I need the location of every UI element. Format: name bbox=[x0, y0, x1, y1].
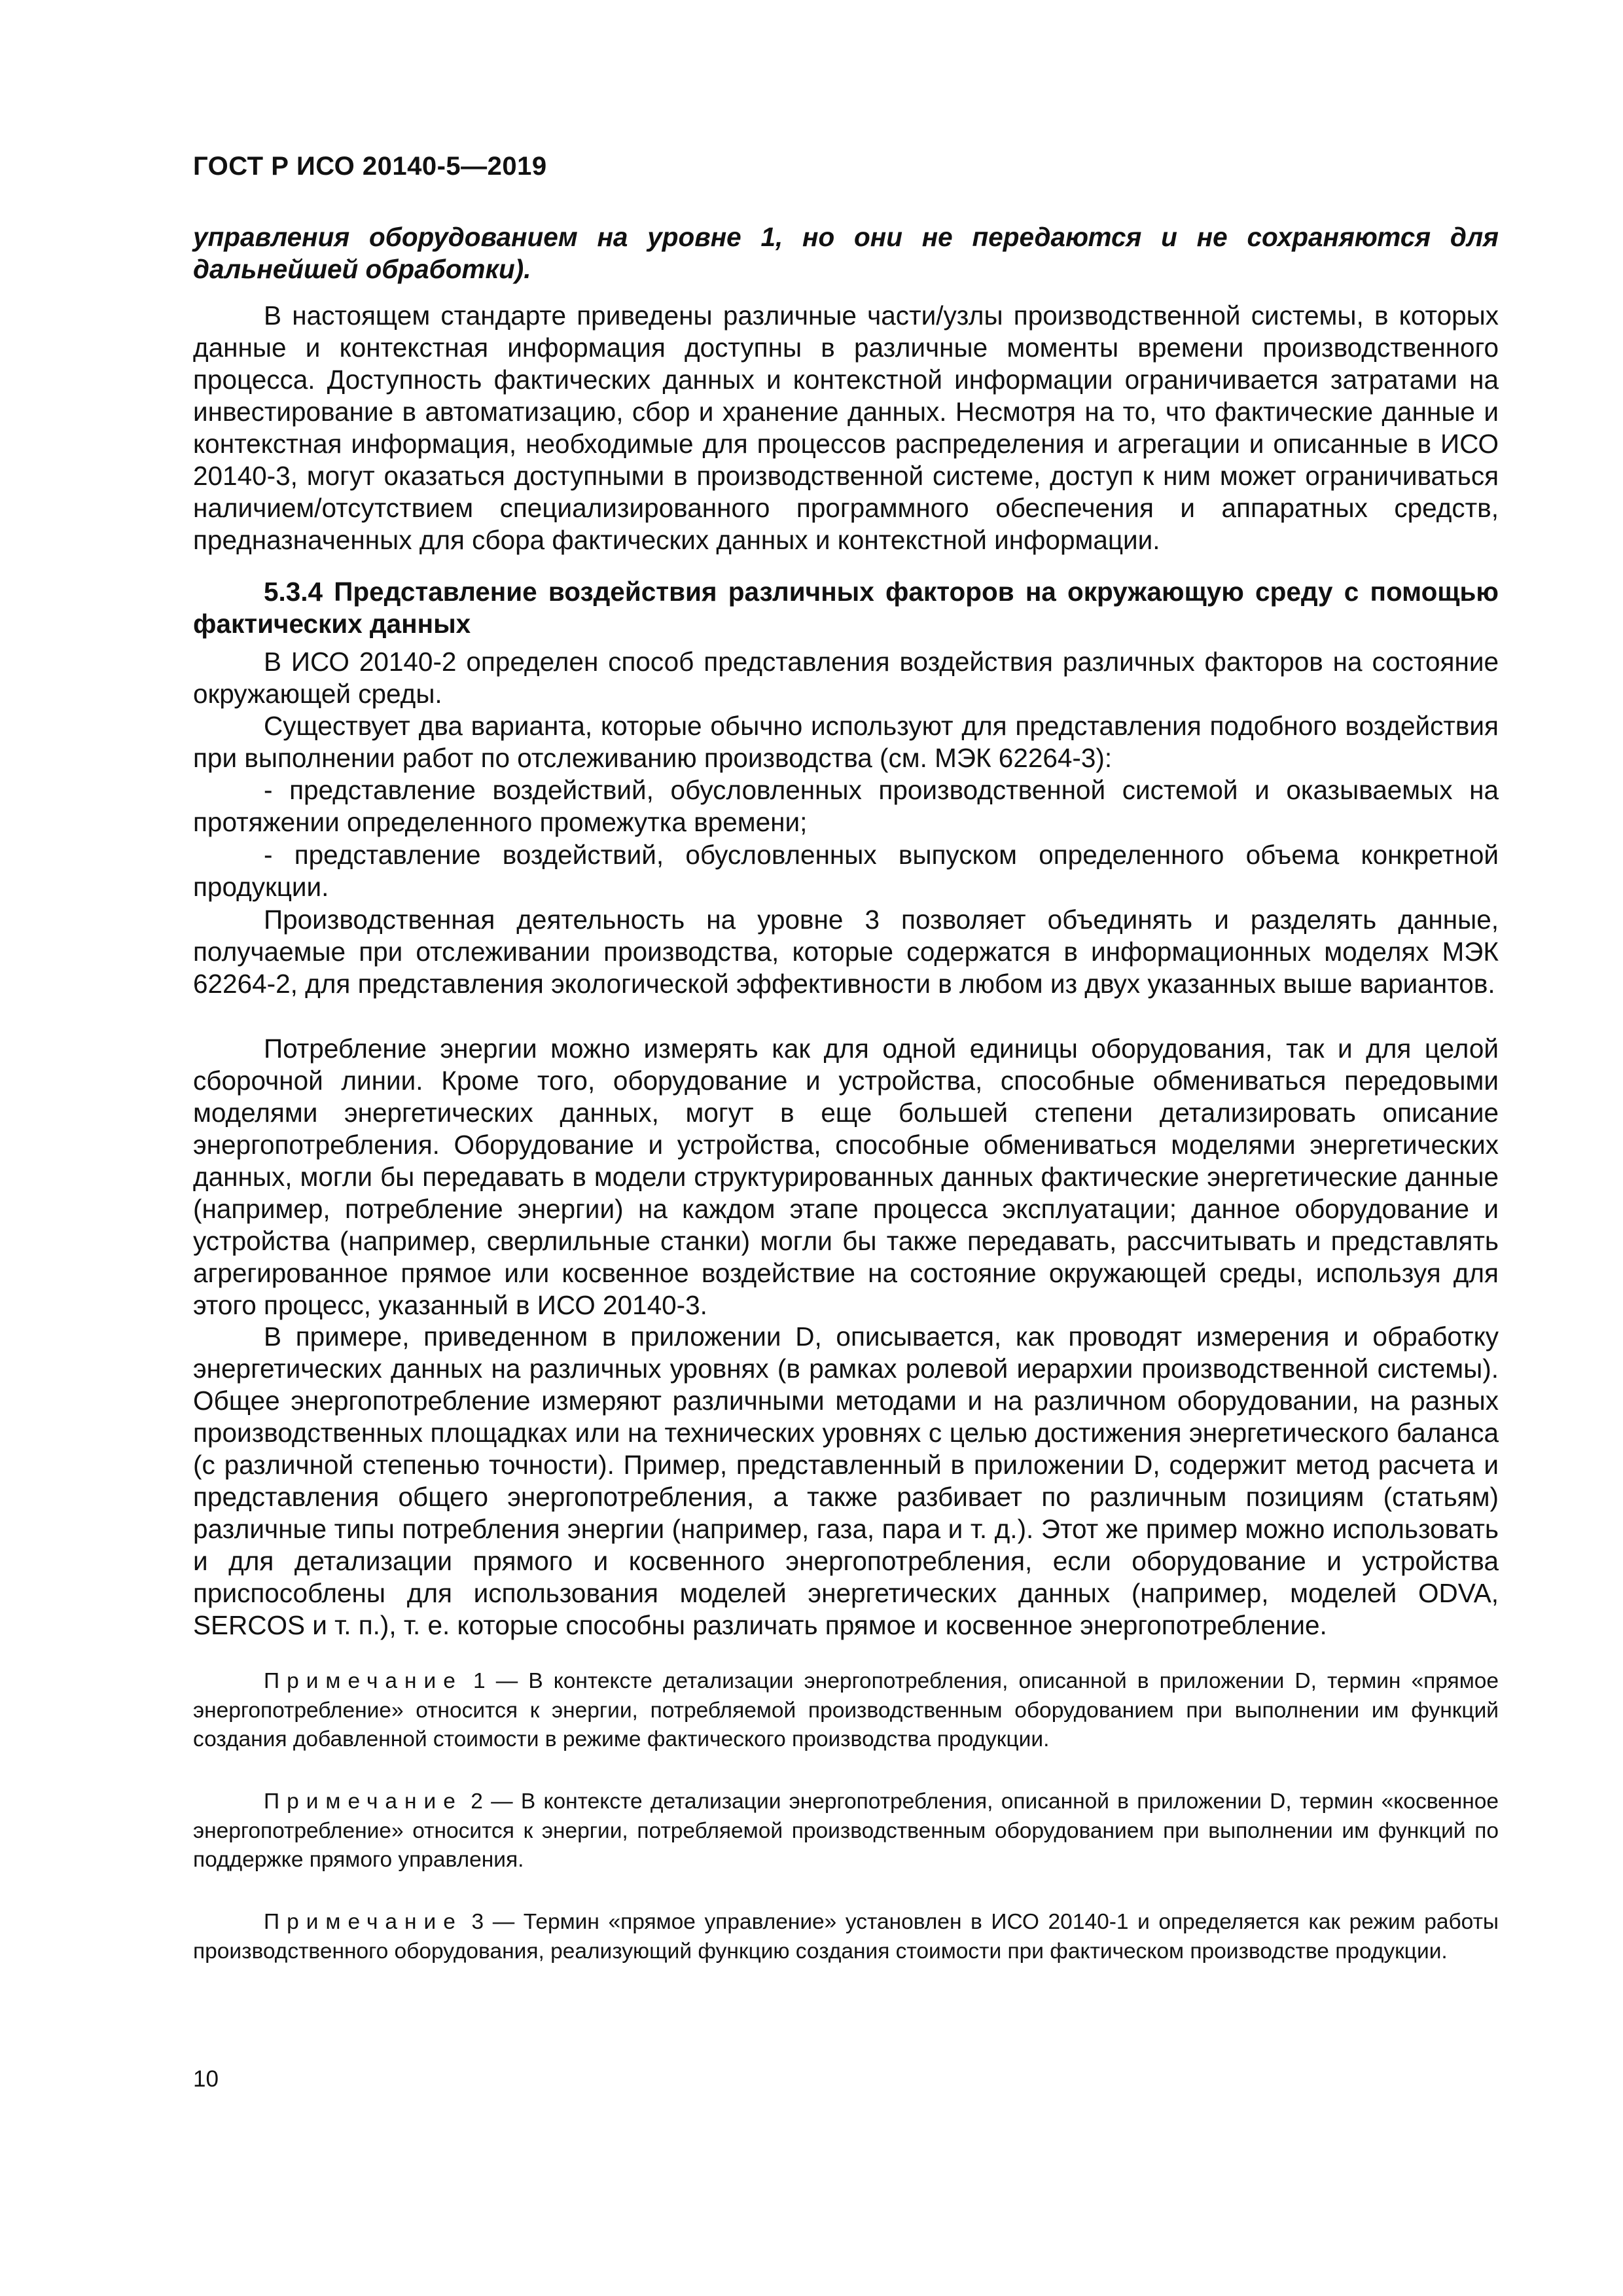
note-number: 2 bbox=[471, 1789, 483, 1814]
note-text: — В контексте детализации энергопотребления, описанной в приложении D, термин «косвенное энергопотребление» относится к энергии, потребляемой производственным оборудованием при выполнении им функций по поддержке прямого управления. bbox=[193, 1789, 1499, 1872]
note-2 bbox=[193, 1787, 1499, 1875]
document-header: ГОСТ Р ИСО 20140-5—2019 bbox=[193, 152, 547, 181]
intro-continuation: управления оборудованием на уровне 1, но они не передаются и не сохраняются для дальнейшей обработки). bbox=[193, 222, 1499, 284]
paragraph-energy-consumption: Потребление энергии можно измерять как для одной единицы оборудования, так и для целой сборочной линии. Кроме того, оборудование и устройства, способные обмениваться передовыми моделями энергетических данных, могут в еще большей степени детализировать описание энергопотребления. Оборудование и устройства, способные обмениваться моделями энергетических данных, могли бы передавать в модели структурированных данных фактические энергетические данные (например, потребление энергии) на каждом этапе процесса эксплуатации; данное оборудование и устройства (например, сверлильные станки) могли бы также передавать, рассчитывать и представлять агрегированное прямое или косвенное воздействие на состояние окружающей среды, используя для этого процесс, указанный в ИСО 20140-3. bbox=[193, 1033, 1499, 1320]
paragraph-annex-d-example: В примере, приведенном в приложении D, описывается, как проводят измерения и обработку энергетических данных на различных уровнях (в рамках ролевой иерархии производственной системы). Общее энергопотребление измеряют различными методами и на различном оборудовании, на разных производственных площадках или на технических уровнях с целью достижения энергетического баланса (с различной степенью точности). Пример, представленный в приложении D, содержит метод расчета и представления общего энергопотребления, а также разбивает по различным позициям (статьям) различные типы потребления энергии (например, газа, пара и т. д.). Этот же пример можно использовать и для детализации прямого и косвенного энергопотребления, если оборудование и устройства приспособлены для использования моделей энергетических данных (например, моделей ODVA, SERCOS и т. п.), т. е. которые способны различать прямое и косвенное энергопотребление. bbox=[193, 1321, 1499, 1640]
paragraph-level-3: Производственная деятельность на уровне 3 позволяет объединять и разделять данные, получаемые при отслеживании производства, которые содержатся в информационных моделях МЭК 62264-2, для представления экологической эффективности в любом из двух указанных выше вариантов. bbox=[193, 905, 1499, 999]
note-label: Примечание bbox=[264, 1669, 463, 1693]
list-item-time-period: - представление воздействий, обусловленных производственной системой и оказываемых на протяжении определенного промежутка времени; bbox=[193, 775, 1499, 837]
paragraph-data-availability: В настоящем стандарте приведены различные части/узлы производственной системы, в которых данные и контекстная информация доступны в различные моменты времени производственного процесса. Доступность фактических данных и контекстной информации ограничивается затратами на инвестирование в автоматизацию, сбор и хранение данных. Несмотря на то, что фактические данные и контекстная информация, необходимые для процессов распределения и агрегации и описанные в ИСО 20140-3, могут оказаться доступными в производственной системе, доступ к ним может ограничиваться наличием/отсутствием специализированного программного обеспечения и аппаратных средств, предназначенных для сбора фактических данных и контекстной информации. bbox=[193, 300, 1499, 555]
section-heading-5-3-4: 5.3.4 Представление воздействия различных факторов на окружающую среду с помощью фактических данных bbox=[193, 577, 1499, 639]
note-label: Примечание bbox=[264, 1789, 463, 1814]
paragraph-iso-20140-2: В ИСО 20140-2 определен способ представления воздействия различных факторов на состояние окружающей среды. bbox=[193, 647, 1499, 709]
note-text: — Термин «прямое управление» установлен в ИСО 20140-1 и определяется как режим работы производственного оборудования, реализующий функцию создания стоимости при фактическом производстве продукции. bbox=[193, 1910, 1499, 1964]
note-number: 3 bbox=[471, 1910, 484, 1934]
note-text: — В контексте детализации энергопотребления, описанной в приложении D, термин «прямое энергопотребление» относится к энергии, потребляемой производственным оборудованием при выполнении им функций создания добавленной стоимости в режиме фактического производства продукции. bbox=[193, 1669, 1499, 1751]
paragraph-two-variants: Существует два варианта, которые обычно используют для представления подобного воздействия при выполнении работ по отслеживанию производства (см. МЭК 62264-3): bbox=[193, 711, 1499, 773]
note-label: Примечание bbox=[264, 1910, 463, 1934]
page-number: 10 bbox=[193, 2066, 219, 2092]
list-item-product-volume: - представление воздействий, обусловленных выпуском определенного объема конкретной продукции. bbox=[193, 840, 1499, 902]
note-number: 1 bbox=[473, 1669, 486, 1693]
note-3 bbox=[193, 1908, 1499, 1966]
note-1 bbox=[193, 1667, 1499, 1755]
